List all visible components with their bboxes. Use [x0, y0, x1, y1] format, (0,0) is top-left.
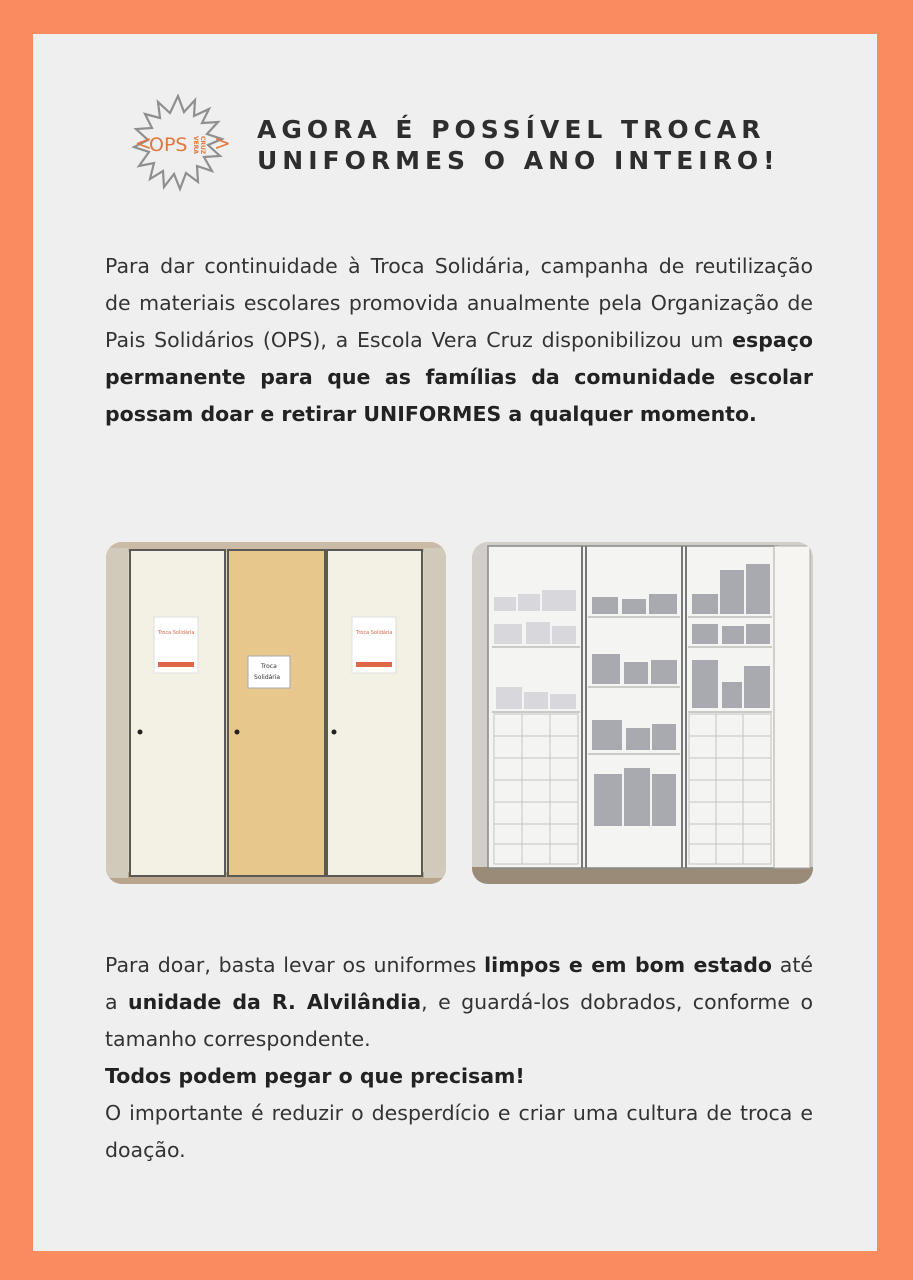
intro-bold-text: espaço permanente para que as famílias da comunidade escolar possam doar e retirar UNIFORMES a qualquer momento.: [105, 328, 813, 426]
logo-bracket-right: >: [214, 131, 231, 155]
donate-text-3: , e guardá-los dobrados, conforme o tamanho correspondente.: [105, 990, 813, 1051]
intro-text: Para dar continuidade à Troca Solidária, campanha de reutilização de materiais escolares promovida anualmente pela Organização de Pais Solidários (OPS), a Escola Vera Cruz disponibilizou um: [105, 254, 813, 352]
donate-text-4: O importante é reduzir o desperdício e criar uma cultura de troca e doação.: [105, 1101, 813, 1162]
page-title: [257, 114, 847, 176]
door-knob: [138, 730, 143, 735]
note-line-2: Solidária: [254, 674, 281, 681]
door-knob: [235, 730, 240, 735]
title-line-2: UNIFORMES O ANO INTEIRO!: [257, 146, 780, 175]
right-door: [327, 550, 422, 876]
middle-door: [228, 550, 325, 876]
logo-cruz-text: CRUZ: [199, 136, 206, 155]
left-door: [130, 550, 225, 876]
note-line-1: Troca: [261, 663, 277, 670]
poster-left-heading: Troca Solidária: [158, 630, 195, 636]
donate-text-1: Para doar, basta levar os uniformes: [105, 953, 485, 977]
ops-logo: [123, 94, 233, 194]
door-knob: [332, 730, 337, 735]
note-card: [248, 656, 290, 688]
donate-text-2: até a: [105, 953, 813, 1014]
logo-vera-text: VERA: [192, 136, 199, 155]
intro-paragraph: [105, 248, 813, 433]
logo-ops-text: OPS: [149, 134, 188, 156]
cabinet-open-photo: [472, 542, 813, 884]
cabinet-closed-photo: [106, 542, 446, 884]
flyer-card: [33, 34, 877, 1251]
donate-bold-2: unidade da R. Alvilândia: [127, 990, 422, 1014]
title-line-1: AGORA É POSSÍVEL TROCAR: [257, 115, 766, 144]
donate-line-1: [105, 947, 813, 1058]
logo-bracket-left: <: [135, 131, 152, 155]
donate-paragraph: [105, 947, 813, 1169]
donate-bold-3: Todos podem pegar o que precisam!: [105, 1064, 525, 1088]
poster-right-heading: Troca Solidária: [356, 630, 393, 636]
donate-bold-1: limpos e em bom estado: [484, 953, 772, 977]
